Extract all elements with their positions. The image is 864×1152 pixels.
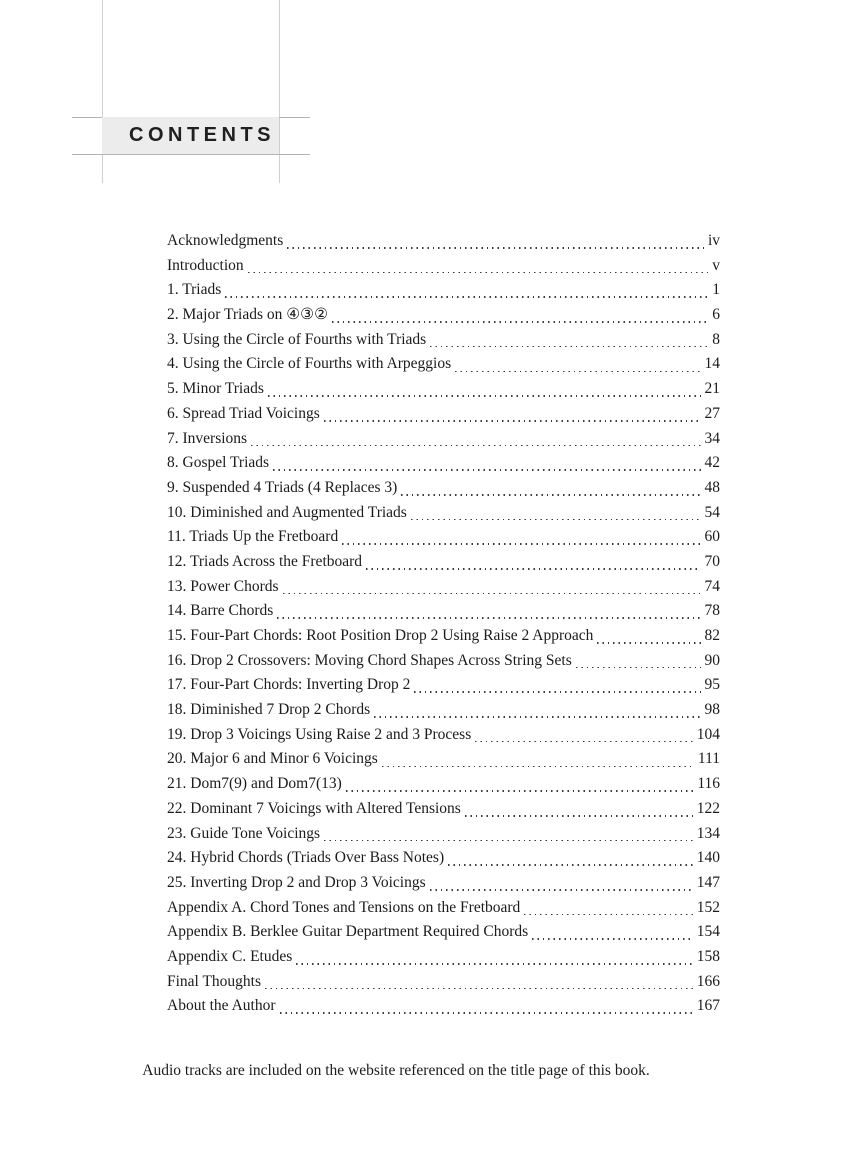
toc-entry-page: 158 <box>696 947 720 965</box>
toc-entry <box>167 328 720 353</box>
toc-entry-page: 116 <box>697 775 720 793</box>
dot-leader <box>342 543 700 545</box>
toc-entry-title: 13. Power Chords <box>167 577 279 595</box>
toc-entry-title: 10. Diminished and Augmented Triads <box>167 503 407 521</box>
dot-leader <box>430 346 708 348</box>
toc-entry <box>167 303 720 328</box>
toc-entry-page: 166 <box>696 972 720 990</box>
toc-entry-title: 15. Four-Part Chords: Root Position Drop 2 Using Raise 2 Approach <box>167 627 594 644</box>
dot-leader <box>268 395 701 397</box>
toc-entry-title: 19. Drop 3 Voicings Using Raise 2 and 3 Process <box>167 725 472 743</box>
toc-entry-title: 3. Using the Circle of Fourths with Triads <box>167 330 427 348</box>
toc-entry-title: 4. Using the Circle of Fourths with Arpeggios <box>167 355 452 373</box>
toc-entry <box>167 723 720 748</box>
dot-leader <box>265 988 693 990</box>
toc-entry-page: 8 <box>712 330 720 348</box>
dot-leader <box>277 617 700 619</box>
dot-leader <box>430 889 693 891</box>
toc-entry-title: 6. Spread Triad Voicings <box>167 404 320 422</box>
toc-entry <box>167 599 720 624</box>
dot-leader <box>465 815 693 817</box>
dot-leader <box>455 371 700 373</box>
dot-leader <box>524 914 692 916</box>
toc-entry-title: 7. Inversions <box>167 429 248 447</box>
toc-entry-page: 54 <box>704 503 720 521</box>
toc-entry-title: Final Thoughts <box>167 972 262 990</box>
toc-entry <box>167 402 720 427</box>
toc-entry-page: 152 <box>696 898 720 916</box>
toc-entry-page: 111 <box>697 750 720 768</box>
toc-entry-page: v <box>712 256 720 274</box>
toc-entry-title: About the Author <box>167 997 276 1015</box>
dot-leader <box>280 1012 693 1014</box>
toc-entry <box>167 747 720 772</box>
toc-entry <box>167 476 720 501</box>
toc-entry-page: 70 <box>704 552 720 570</box>
toc-entry-title: 9. Suspended 4 Triads (4 Replaces 3) <box>167 478 398 496</box>
toc-entry <box>167 772 720 797</box>
toc-entry <box>167 871 720 896</box>
dot-leader <box>597 642 700 644</box>
toc-entry-page: 167 <box>696 997 720 1015</box>
toc-entry-page: 74 <box>704 577 720 595</box>
decorative-vertical-line-left <box>102 0 103 183</box>
toc-entry <box>167 822 720 847</box>
dot-leader <box>374 716 700 718</box>
dot-leader <box>532 938 693 940</box>
toc-entry-page: 154 <box>696 923 720 941</box>
toc-entry-page: 90 <box>704 651 720 669</box>
toc-entry <box>167 649 720 674</box>
toc-entry-title: Introduction <box>167 256 244 274</box>
dot-leader <box>414 691 700 693</box>
toc-entry-title: 20. Major 6 and Minor 6 Voicings <box>167 750 378 768</box>
toc-entry-title: 5. Minor Triads <box>167 380 264 398</box>
toc-entry <box>167 698 720 723</box>
toc-entry-page: 14 <box>704 355 720 373</box>
toc-entry-title: 22. Dominant 7 Voicings with Altered Tensions <box>167 799 461 817</box>
decorative-vertical-line-right <box>279 0 280 183</box>
toc-entry <box>167 624 720 649</box>
toc-entry-page: 27 <box>704 404 720 422</box>
dot-leader <box>287 247 704 249</box>
toc-entry-title: 25. Inverting Drop 2 and Drop 3 Voicings <box>167 873 426 891</box>
toc-entry <box>167 229 720 254</box>
footer-note: Audio tracks are included on the website referenced on the title page of this book. <box>142 1062 650 1079</box>
toc-entry <box>167 352 720 377</box>
contents-header-band <box>102 117 279 154</box>
dot-leader <box>248 272 709 274</box>
dot-leader <box>324 420 701 422</box>
toc-entry <box>167 970 720 995</box>
toc-entry-title: 18. Diminished 7 Drop 2 Chords <box>167 701 371 719</box>
toc-entry <box>167 451 720 476</box>
dot-leader <box>324 840 693 842</box>
toc-entry <box>167 994 720 1019</box>
toc-entry-title: 1. Triads <box>167 281 222 299</box>
page-title: CONTENTS <box>129 124 275 146</box>
toc-entry-title: 21. Dom7(9) and Dom7(13) <box>167 775 342 793</box>
toc-entry <box>167 797 720 822</box>
toc-entry-page: 140 <box>696 849 720 867</box>
toc-entry <box>167 575 720 600</box>
toc-entry <box>167 254 720 279</box>
dot-leader <box>225 296 708 298</box>
dot-leader <box>332 321 708 323</box>
toc-entry <box>167 278 720 303</box>
dot-leader <box>251 445 700 447</box>
toc-entry-page: 147 <box>696 873 720 891</box>
toc-entry-page: 21 <box>704 380 720 398</box>
dot-leader <box>576 667 701 669</box>
toc-list <box>167 229 720 1019</box>
toc-entry-page: 6 <box>712 306 720 324</box>
toc-entry <box>167 846 720 871</box>
toc-entry-page: iv <box>707 232 720 249</box>
toc-entry-title: 23. Guide Tone Voicings <box>167 824 321 842</box>
dot-leader <box>401 494 700 496</box>
toc-entry <box>167 920 720 945</box>
toc-entry <box>167 525 720 550</box>
toc-entry-title: 8. Gospel Triads <box>167 454 270 472</box>
toc-entry-title: 17. Four-Part Chords: Inverting Drop 2 <box>167 676 411 694</box>
toc-entry-page: 134 <box>696 824 720 842</box>
dot-leader <box>411 519 701 521</box>
toc-entry-title: Appendix C. Etudes <box>167 947 293 965</box>
toc-entry <box>167 945 720 970</box>
toc-entry-title: Acknowledgments <box>167 232 284 249</box>
toc-entry <box>167 377 720 402</box>
toc-entry-page: 98 <box>704 701 720 719</box>
dot-leader <box>283 593 701 595</box>
toc-entry-page: 1 <box>712 281 720 299</box>
toc-entry-page: 104 <box>696 725 720 743</box>
toc-entry <box>167 550 720 575</box>
dot-leader <box>448 864 693 866</box>
toc-entry-title: 14. Barre Chords <box>167 602 274 620</box>
toc-entry-page: 42 <box>704 454 720 472</box>
toc-entry-page: 34 <box>704 429 720 447</box>
toc-entry-page: 95 <box>704 676 720 694</box>
toc-entry-page: 78 <box>704 602 720 620</box>
toc-entry-title: 2. Major Triads on ④③② <box>167 306 328 324</box>
toc-entry-title: 24. Hybrid Chords (Triads Over Bass Notes) <box>167 849 445 867</box>
dot-leader <box>273 469 700 471</box>
toc-entry-title: 12. Triads Across the Fretboard <box>167 552 363 570</box>
dot-leader <box>296 963 692 965</box>
toc-entry-title: 16. Drop 2 Crossovers: Moving Chord Shapes Across String Sets <box>167 651 572 669</box>
toc-entry <box>167 427 720 452</box>
toc-entry-page: 48 <box>704 478 720 496</box>
dot-leader <box>366 568 700 570</box>
toc-entry-page: 122 <box>696 799 720 817</box>
toc-entry-title: 11. Triads Up the Fretboard <box>167 528 339 546</box>
toc-entry-title: Appendix B. Berklee Guitar Department Required Chords <box>167 923 529 941</box>
toc-entry <box>167 896 720 921</box>
dot-leader <box>382 766 694 768</box>
dot-leader <box>475 741 693 743</box>
toc-entry-page: 82 <box>704 627 720 644</box>
toc-entry-title: Appendix A. Chord Tones and Tensions on the Fretboard <box>167 898 521 916</box>
dot-leader <box>346 790 694 792</box>
decorative-horizontal-line-bottom <box>72 154 310 155</box>
toc-entry-page: 60 <box>704 528 720 546</box>
toc-entry <box>167 673 720 698</box>
toc-entry <box>167 501 720 526</box>
